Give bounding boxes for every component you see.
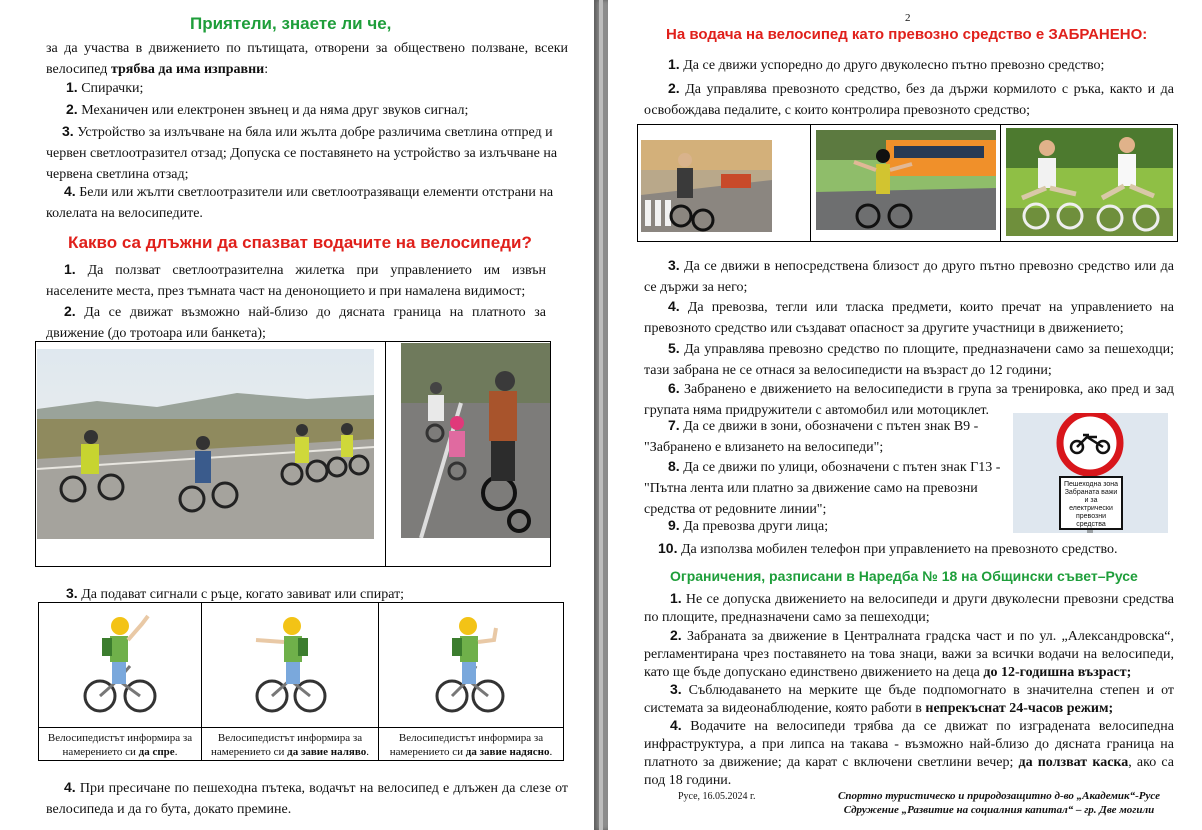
forbidden-item: 5. Да управлява превозно средство по площите, предназначени само за пешеходци; тази забрана не се отнася за велосипедисти на възраст до 12 години; <box>644 340 1175 378</box>
section-title-regulations: Ограничения, разписани в Наредба № 18 на Общински съвет–Русе <box>670 568 1138 584</box>
regulation-item: 4. Водачите на велосипеди трябва да се движат по изградената велосипедна инфраструктура, а при липса на такава - възможно най-близо до дясната граница на платното за движение; да карат с включени светлини вечер; да ползват каска, ако са под 18 години. <box>644 717 1175 788</box>
table-divider <box>385 341 386 567</box>
photo-feet-off-pedals <box>1006 128 1173 236</box>
forbidden-item: 2. Да управлява превозното средство, без да държи кормилото с ръка, както и да освобождава педалите, с които контролира превозното средство; <box>644 80 1175 118</box>
requirement-item: 1. Спирачки; <box>66 79 144 96</box>
duty-item: 2. Да се движат възможно най-близо до дясната граница на платното за движение (до тротоара или банкета); <box>46 303 546 341</box>
photo-crosswalk-cyclist <box>641 140 772 232</box>
duty-item: 3. Да подават сигнали с ръце, когато завиват или спират; <box>66 585 405 602</box>
requirement-item: 2. Механичен или електронен звънец и да няма друг звуков сигнал; <box>66 101 469 118</box>
signal-caption-left: Велосипедистът информира за намерението си да завие наляво. <box>211 732 369 758</box>
table-divider <box>201 602 202 761</box>
duty-item: 1. Да ползват светлоотразителна жилетка при управлението им извън населените места, през тъмната част на денонощието и при намалена видимост; <box>46 261 547 299</box>
footer-organization: Спортно туристическо и природозащитно д-во „Академик“-Русе <box>838 790 1160 802</box>
cyclist-stop-signal-image <box>82 610 162 718</box>
photo-road-sign <box>1013 413 1168 533</box>
footer-organization: Сдружение „Развитие на социалния капитал“ – гр. Две могили <box>843 804 1155 816</box>
page-1 <box>0 0 594 830</box>
regulation-item: 2. Забраната за движение в Централната градска част и по ул. „Александровска“, регламентирана чрез поставянето на това знаци, важи за всички водачи на велосипеди, като ще бъде допускано единствено движението на деца до 12-годишна възраст; <box>644 627 1174 680</box>
footer-date: Русе, 16.05.2024 г. <box>678 791 756 802</box>
requirement-item: 4. Бели или жълти светлоотразители или светлоотразяващи елементи отстрани на колелата на велосипедите. <box>46 183 554 221</box>
forbidden-item: 7. Да се движи в зони, обозначени с пътен знак В9 - "Забранено е влизането на велосипеди"; <box>644 417 979 455</box>
section-title-forbidden: На водача на велосипед като превозно средство е ЗАБРАНЕНО: <box>666 26 1148 43</box>
duty-item: 4. При пресичане по пешеходна пътека, водачът на велосипед е длъжен да слезе от велосипеда и да го бута, докато премине. <box>46 779 569 817</box>
forbidden-item: 6. Забранено е движението на велосипедисти в група за тренировка, ако пред и зад групата няма придружители с автомобил или мотоциклет. <box>644 380 1175 418</box>
section-title-duties: Какво са длъжни да спазват водачите на велосипеди? <box>68 233 532 252</box>
forbidden-item: 4. Да превозва, тегли или тласка предмети, които пречат на управлението на превозното средство или създават опасност за другите участници в движението; <box>644 298 1175 336</box>
photo-cyclists-road <box>37 349 374 539</box>
requirement-item: 3. Устройство за излъчване на бяла или жълта добре различима светлина отпред и червен светлоотразител отзад; Допуска се поставянето на устройство за излъчване на червена светлина отзад; <box>46 123 558 182</box>
road-sign-text: Пешеходна зона Забраната важи и за електрически превозни средства <box>1063 481 1118 528</box>
cyclist-right-turn-signal-image <box>432 610 512 718</box>
forbidden-item: 10. Да използва мобилен телефон при управлението на превозното средство. <box>658 540 1118 557</box>
page-title: Приятели, знаете ли че, <box>190 14 392 33</box>
forbidden-item: 1. Да се движи успоредно до друго двуколесно пътно превозно средство; <box>668 56 1105 73</box>
signal-caption-right: Велосипедистът информира за намерението си да завие надясно. <box>389 732 553 758</box>
table-divider <box>810 124 811 242</box>
table-divider <box>38 727 564 728</box>
photo-no-hands-cyclist <box>816 130 996 230</box>
forbidden-item: 8. Да се движи по улици, обозначени с пътен знак Г13 - "Пътна лента или платно за движение само на превозни средства от редовните линии"; <box>644 458 1001 517</box>
forbidden-item: 3. Да се движи в непосредствена близост до друго пътно превозно средство или да се държи за него; <box>644 257 1175 295</box>
signal-caption-stop: Велосипедистът информира за намерението си да спре. <box>47 732 193 758</box>
photo-family-cyclists <box>401 343 550 538</box>
cyclist-left-turn-signal-image <box>252 610 332 718</box>
table-divider <box>1000 124 1001 242</box>
page-number: 2 <box>905 12 911 24</box>
page-2 <box>608 0 1202 830</box>
regulation-item: 3. Съблюдаването на мерките ще бъде подпомогнато в значителна степен и от системата за видеонаблюдение, която работи в непрекъснат 24-часов режим; <box>644 681 1174 716</box>
forbidden-item: 9. Да превозва други лица; <box>668 517 829 534</box>
intro-paragraph: за да участва в движението по пътищата, отворени за обществено ползване, всеки велосипед трябва да има изправни: <box>46 41 568 77</box>
table-divider <box>378 602 379 761</box>
regulation-item: 1. Не се допуска движението на велосипеди и други двуколесни превозни средства по площите, предназначени само за пешеходци; <box>644 590 1175 625</box>
page-gutter <box>594 0 608 830</box>
